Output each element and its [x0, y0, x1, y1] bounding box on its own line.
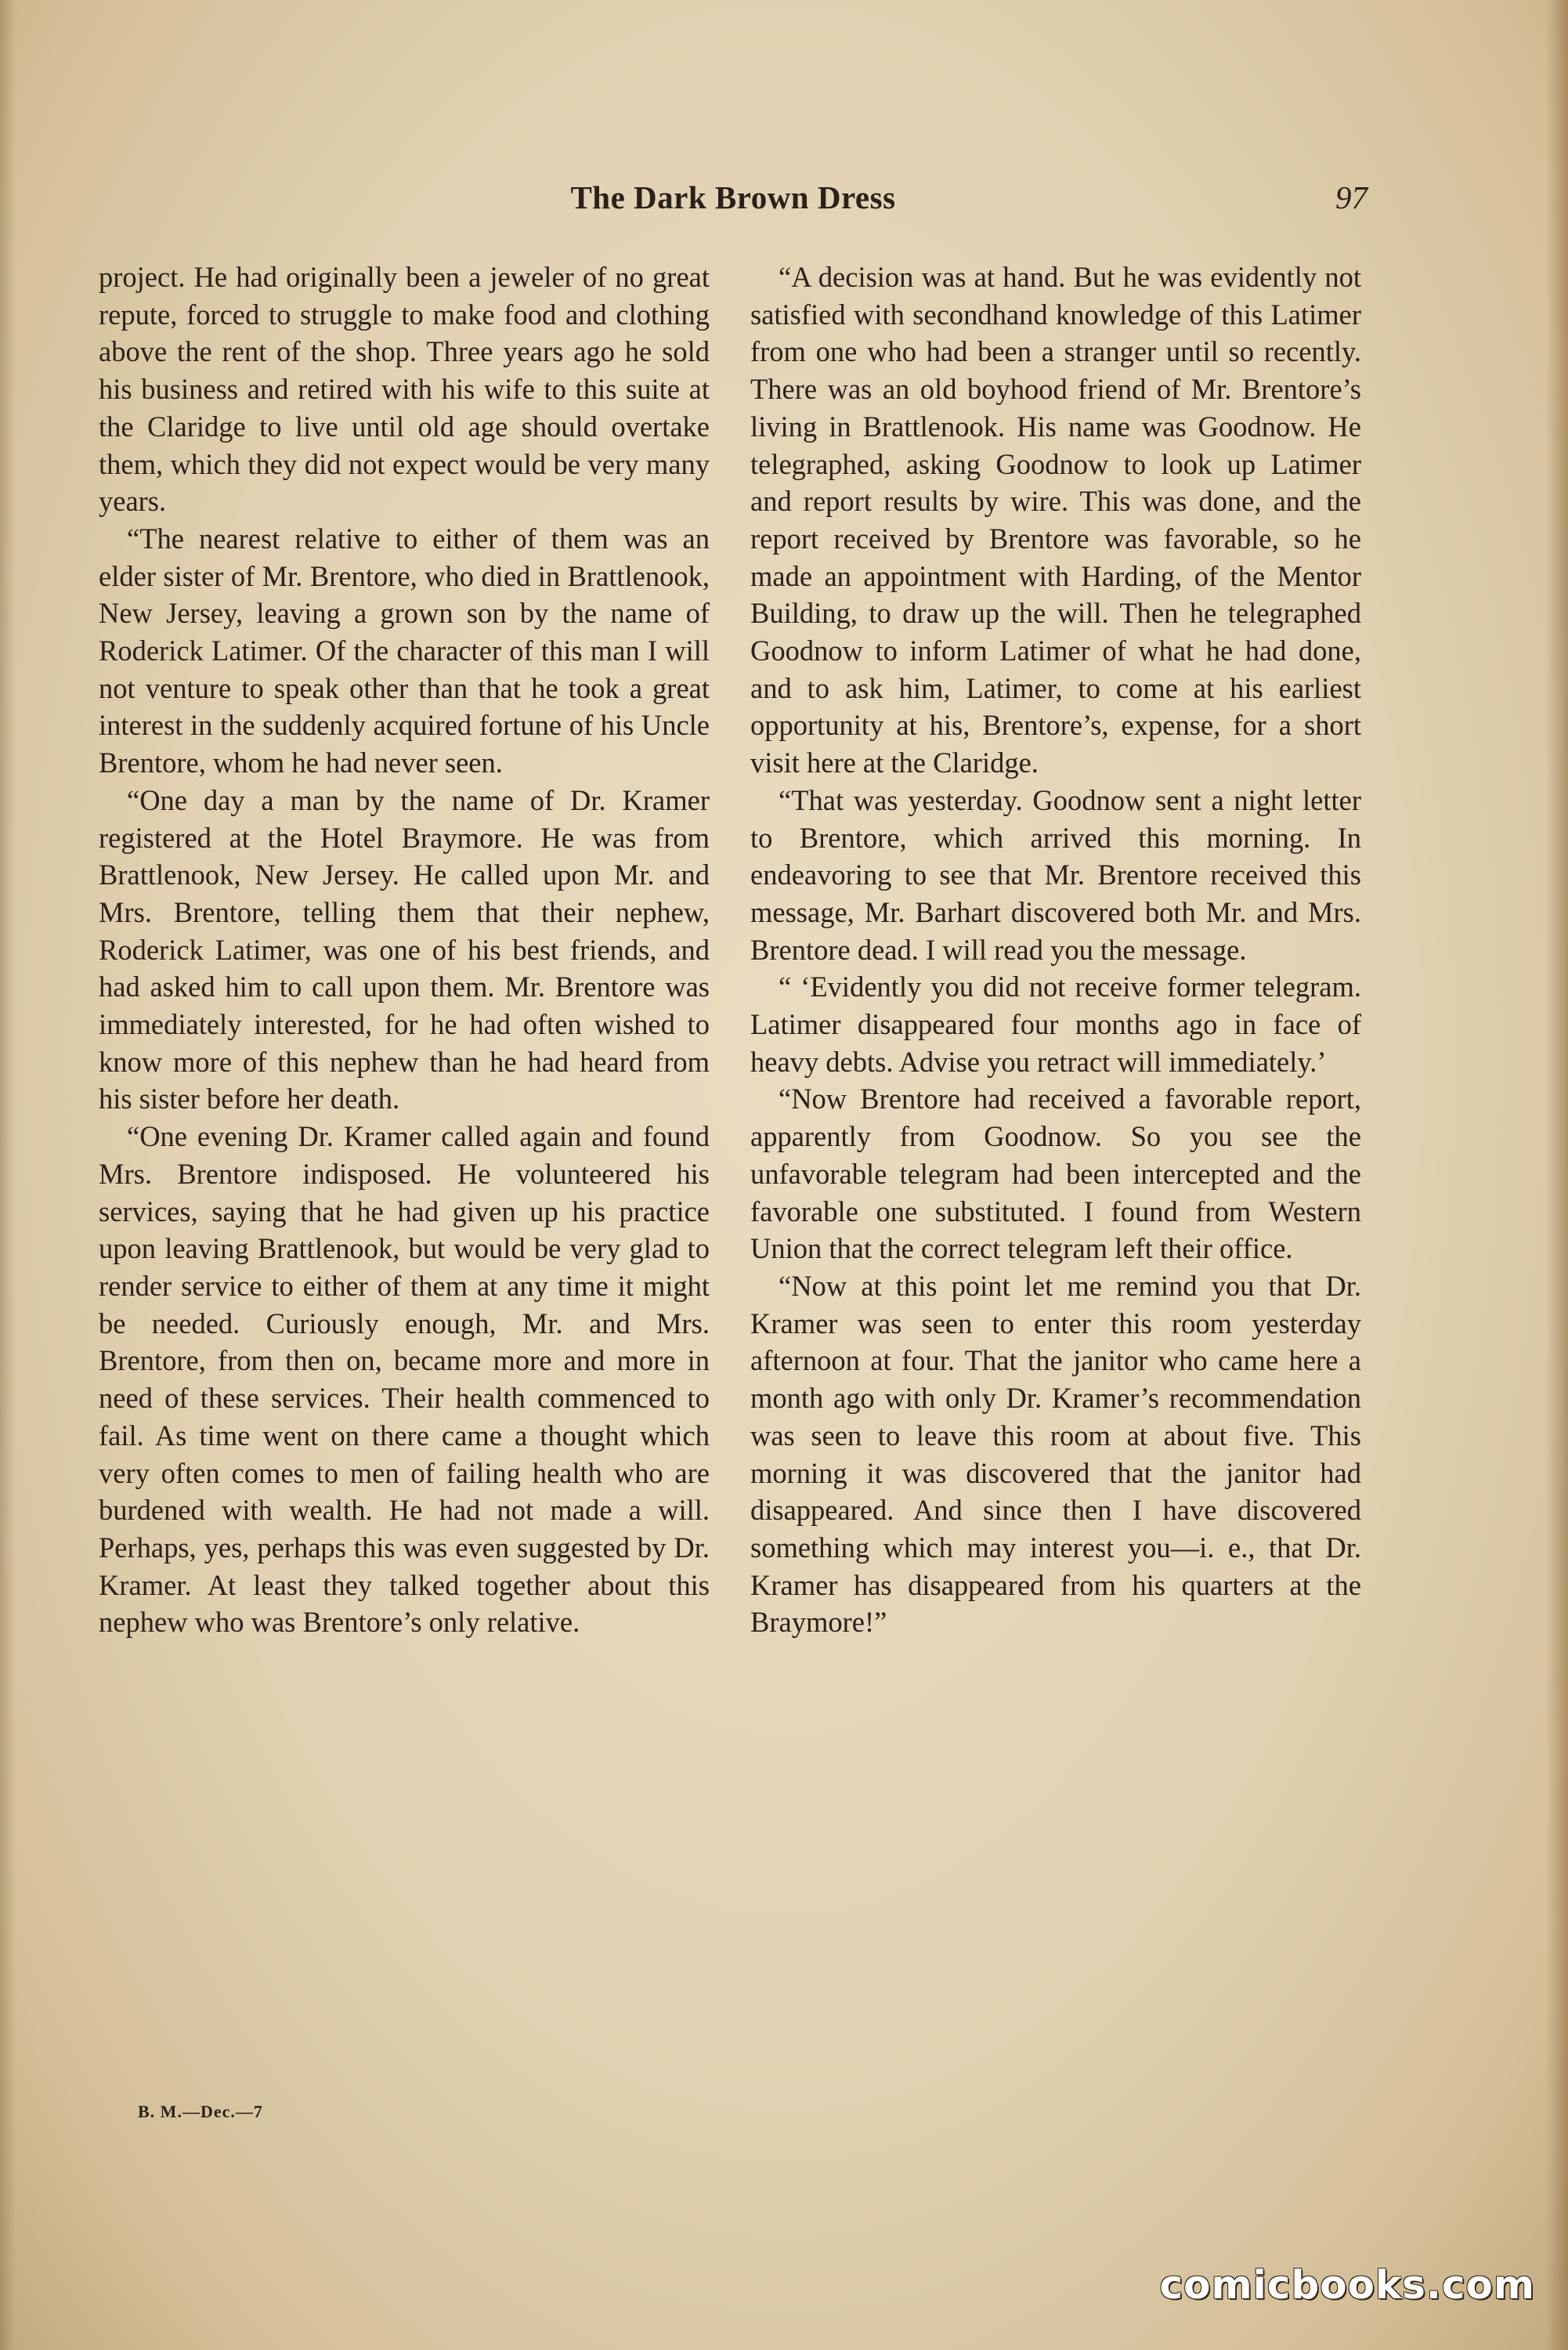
paragraph: “ ‘Evidently you did not receive former telegram. Latimer disappeared four months ago in face of heavy debts. Advise you retract will immediately.’	[750, 971, 1361, 1078]
paragraph: “Now at this point let me remind you that Dr. Kramer was seen to enter this room yesterday afternoon at four. That the janitor who came here a month ago with only Dr. Kramer’s recommendation was seen to leave this room at about five. This morning it was discovered that the janitor had disappeared. And since then I have discovered something which may interest you—i. e., that Dr. Kramer has disappeared from his quarters at the Braymore!”	[750, 1269, 1361, 1639]
paragraph: “One day a man by the name of Dr. Kramer registered at the Hotel Braymore. He was from Brattlenook, New Jersey. He called upon Mr. and Mrs. Brentore, telling them that their nephew, Roderick Latimer, was one of his best friends, and had asked him to call upon them. Mr. Brentore was immediately interested, for he had often wished to know more of this nephew than he had heard from his sister before her death.	[99, 783, 710, 1115]
paragraph: “A decision was at hand. But he was evidently not satisfied with secondhand knowledge of this Latimer from one who had been a stranger until so recently. There was an old boyhood friend of Mr. Brentore’s living in Brattlenook. His name was Goodnow. He telegraphed, asking Goodnow to look up Latimer and report results by wire. This was done, and the report received by Brentore was favorable, so he made an appointment with Harding, of the Mentor Building, to draw up the will. Then he telegraphed Goodnow to inform Latimer of what he had done, and to ask him, Latimer, to come at his earliest opportunity at his, Brentore’s, expense, for a short visit here at the Claridge.	[750, 261, 1361, 779]
paragraph: “That was yesterday. Goodnow sent a night letter to Brentore, which arrived this morning. In endeavoring to see that Mr. Brentore received this message, Mr. Barhart discovered both Mr. and Mrs. Brentore dead. I will read you the message.	[750, 783, 1361, 966]
paragraph: “One evening Dr. Kramer called again and found Mrs. Brentore indisposed. He volunteered his services, saying that he had given up his practice upon leaving Brattlenook, but would be very glad to render service to either of them at any time it might be needed. Curiously enough, Mr. and Mrs. Brentore, from then on, became more and more in need of these services. Their health commenced to fail. As time went on there came a thought which very often comes to men of failing health who are burdened with wealth. He had not made a will. Perhaps, yes, perhaps this was even suggested by Dr. Kramer. At least they talked together about this nephew who was Brentore’s only relative.	[99, 1120, 710, 1639]
page-number: 97	[1335, 179, 1367, 215]
paragraph: “Now Brentore had received a favorable report, apparently from Goodnow. So you see the unfavorable telegram had been intercepted and the favorable one substituted. I found from Western Union that the correct telegram left their office.	[750, 1083, 1361, 1265]
signature-mark: B. M.—Dec.—7	[138, 2102, 263, 2121]
paragraph: project. He had originally been a jeweler of no great repute, forced to struggle to make food and clothing above the rent of the shop. Three years ago he sold his business and retired with his wife to this suite at the Claridge to live until old age should overtake them, which they did not expect would be very many years.	[99, 261, 710, 518]
paragraph: “The nearest relative to either of them was an elder sister of Mr. Brentore, who died in Brattlenook, New Jersey, leaving a grown son by the name of Roderick Latimer. Of the character of this man I will not venture to speak other than that he took a great interest in the suddenly acquired fortune of his Uncle Brentore, whom he had never seen.	[99, 522, 710, 779]
left-column	[99, 258, 710, 1641]
right-column	[750, 258, 1361, 1641]
page-header	[99, 179, 1367, 226]
page-shadow-right	[1546, 0, 1568, 2350]
site-watermark: comicbooks.com	[1159, 2262, 1535, 2308]
page-shadow-left	[0, 0, 16, 2350]
running-title: The Dark Brown Dress	[570, 179, 896, 215]
